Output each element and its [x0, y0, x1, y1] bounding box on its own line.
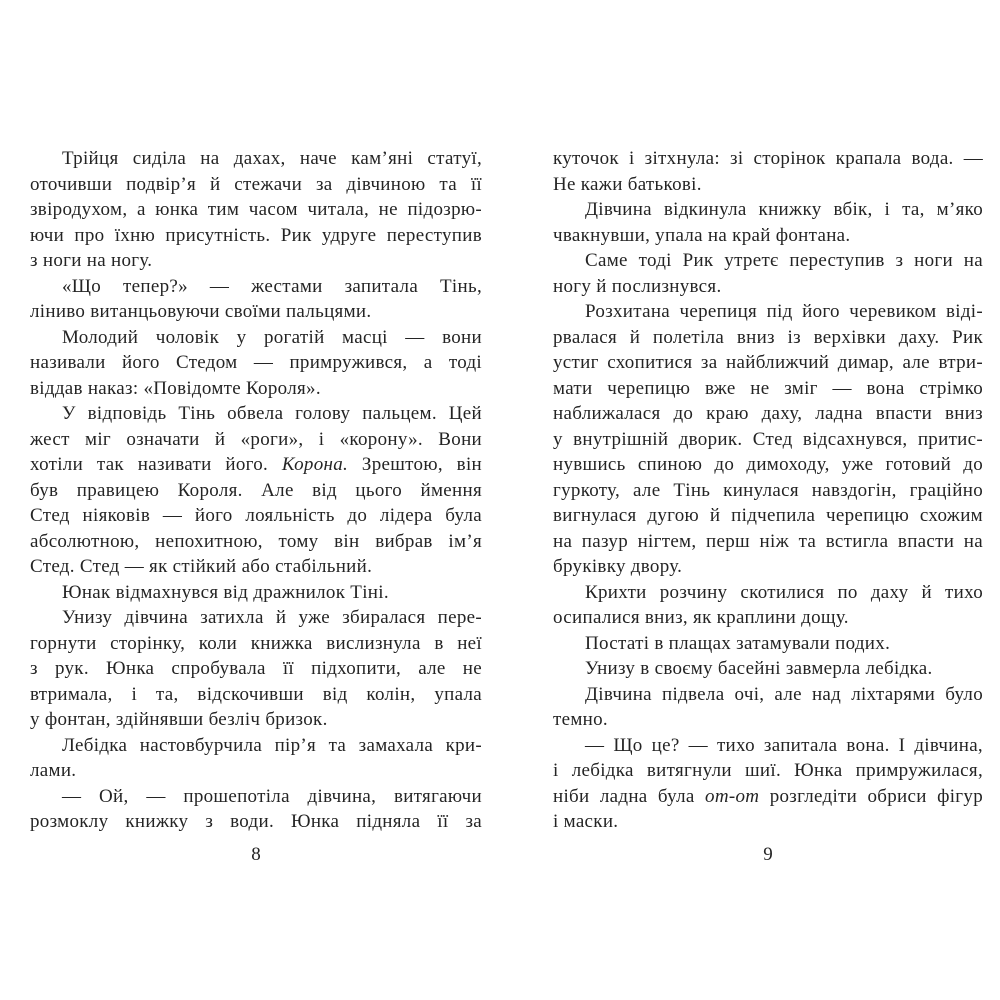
text-line	[30, 656, 482, 682]
text-segment: гуркоту, але Тінь кинулася навздогін, граційно	[553, 479, 983, 501]
text-segment: наближалася до краю даху, ладна впасти вниз	[553, 403, 983, 424]
text-line	[30, 197, 482, 223]
text-line	[30, 733, 482, 759]
text-line	[30, 682, 482, 708]
text-segment: втримала, і та, відскочивши від колін, упала	[30, 683, 482, 705]
text-segment: нувшись спиною до димоходу, уже готовий до	[553, 454, 983, 475]
text-segment: мати черепицю вже не зміг — вона стрімко	[553, 377, 983, 399]
text-segment: «Що тепер?» — жестами запитала Тінь,	[62, 275, 482, 297]
text-line	[553, 376, 983, 402]
text-line	[553, 248, 983, 274]
text-segment: — Що це? — тихо запитала вона. І дівчина,	[585, 734, 983, 756]
page-left-text-column	[30, 146, 482, 835]
text-line	[30, 554, 482, 580]
text-line	[553, 197, 983, 223]
text-segment: Розхитана черепиця під його черевиком віді-	[585, 301, 983, 322]
text-segment: розмоклу книжку з води. Юнка підняла її за	[30, 811, 482, 832]
text-line	[30, 325, 482, 351]
text-line	[553, 503, 983, 529]
text-segment: і маски.	[553, 811, 619, 832]
page-number-left: 8	[251, 844, 261, 865]
text-segment: у внутрішній дворик. Стед відсахнувся, притис-	[553, 428, 983, 450]
text-line	[553, 554, 983, 580]
text-segment: Зрештою, він	[348, 454, 482, 475]
text-segment: з ноги на ногу.	[30, 250, 153, 271]
text-line	[30, 580, 482, 606]
text-line	[30, 299, 482, 325]
text-segment: хотіли так називати його.	[30, 454, 282, 475]
text-segment: У відповідь Тінь обвела голову пальцем. Цей	[62, 403, 482, 424]
text-segment: устиг схопитися за найближчий димар, але втри-	[553, 352, 983, 373]
text-segment: — Ой, — прошепотіла дівчина, витягаючи	[62, 785, 482, 807]
text-line	[553, 325, 983, 351]
text-line	[30, 707, 482, 733]
text-line	[553, 758, 983, 784]
text-segment: темно.	[553, 709, 608, 730]
text-line	[30, 478, 482, 504]
text-segment: Не кажи батькові.	[553, 173, 702, 195]
text-segment: рвалася й полетіла вниз із верхівки даху. Рик	[553, 326, 983, 348]
text-segment: жест міг означати й «роги», і «корону». Вони	[30, 428, 482, 450]
text-line	[30, 172, 482, 198]
text-line	[30, 223, 482, 249]
text-line	[30, 452, 482, 478]
text-segment: розгледіти обриси фігур	[759, 785, 983, 807]
text-segment: Юнак відмахнувся від дражнилок Тіні.	[62, 581, 389, 603]
page-right-text-column	[553, 146, 983, 835]
text-segment: ногу й послизнувся.	[553, 275, 722, 297]
text-segment: Стед. Стед — як стійкий або стабільний.	[30, 556, 373, 577]
text-segment: на пазур нігтем, перш ніж та встигла впасти на	[553, 530, 983, 552]
text-line	[553, 784, 983, 810]
text-line	[553, 478, 983, 504]
text-line	[30, 784, 482, 810]
text-line	[553, 299, 983, 325]
text-line	[553, 733, 983, 759]
text-line	[553, 605, 983, 631]
text-line	[30, 427, 482, 453]
text-line	[30, 376, 482, 402]
text-segment: Дівчина підвела очі, але над ліхтарями було	[585, 683, 983, 705]
text-segment: називали його Стедом — примружився, а тоді	[30, 352, 482, 373]
text-segment: бруківку двору.	[553, 556, 683, 577]
page-number-right: 9	[763, 844, 773, 865]
text-line	[553, 580, 983, 606]
text-line	[553, 172, 983, 198]
text-line	[553, 427, 983, 453]
text-line	[553, 682, 983, 708]
text-segment: оточивши подвір’я й стежачи за дівчиною та її	[30, 173, 482, 195]
text-segment: ючи про їхню присутність. Рик удруге переступив	[30, 224, 482, 246]
text-segment: лами.	[30, 760, 77, 781]
text-line	[553, 452, 983, 478]
text-segment: Лебідка настовбурчила пір’я та замахала кри-	[62, 734, 482, 756]
text-line	[553, 707, 983, 733]
text-segment: звіродухом, а юнка тим часом читала, не підозрю-	[30, 199, 482, 220]
text-line	[30, 605, 482, 631]
text-segment: був правицею Короля. Але від цього ймення	[30, 479, 482, 501]
text-line	[553, 350, 983, 376]
text-line	[553, 401, 983, 427]
text-line	[30, 809, 482, 835]
text-line	[553, 223, 983, 249]
text-segment: абсолютною, непохитною, тому він вибрав ім’я	[30, 530, 482, 552]
italic-text-segment: Корона.	[281, 454, 349, 475]
text-segment: з рук. Юнка спробувала її підхопити, але не	[30, 658, 482, 679]
text-line	[553, 529, 983, 555]
text-segment: і лебідка витягнули шиї. Юнка примружилася,	[553, 760, 983, 781]
text-segment: віддав наказ: «Повідомте Короля».	[30, 377, 321, 399]
text-line	[30, 248, 482, 274]
text-segment: Дівчина відкинула книжку вбік, і та, м’яко	[585, 199, 983, 220]
text-line	[553, 656, 983, 682]
text-segment: ліниво витанцьовуючи своїми пальцями.	[30, 301, 372, 322]
text-line	[30, 503, 482, 529]
text-line	[30, 758, 482, 784]
text-line	[30, 401, 482, 427]
text-line	[553, 809, 983, 835]
text-segment: куточок і зітхнула: зі сторінок крапала вода. —	[553, 148, 983, 169]
text-segment: Трійця сиділа на дахах, наче кам’яні статуї,	[62, 148, 482, 169]
text-line	[30, 529, 482, 555]
text-line	[553, 146, 983, 172]
text-line	[30, 274, 482, 300]
text-segment: Постаті в плащах затамували подих.	[585, 632, 891, 654]
text-line	[30, 350, 482, 376]
text-segment: Молодий чоловік у рогатій масці — вони	[62, 326, 482, 348]
text-line	[553, 274, 983, 300]
text-segment: осипалися вниз, як краплини дощу.	[553, 607, 849, 628]
text-line	[30, 146, 482, 172]
text-line	[553, 631, 983, 657]
text-segment: Крихти розчину скотилися по даху й тихо	[585, 581, 983, 603]
text-segment: чвакнувши, упала на край фонтана.	[553, 224, 851, 246]
text-segment: у фонтан, здійнявши безліч бризок.	[30, 709, 328, 730]
text-segment: Саме тоді Рик утретє переступив з ноги на	[585, 250, 983, 271]
text-line	[30, 631, 482, 657]
text-segment: Унизу в своєму басейні завмерла лебідка.	[585, 658, 933, 679]
text-segment: горнути сторінку, коли книжка вислизнула в неї	[30, 632, 482, 654]
text-segment: Унизу дівчина затихла й уже збиралася пере-	[62, 607, 482, 628]
text-segment: ніби ладна була	[553, 785, 706, 807]
italic-text-segment: от-от	[705, 785, 760, 807]
text-segment: вигнулася дугою й підчепила черепицю схожим	[553, 505, 983, 526]
text-segment: Стед ніяковів — його лояльність до лідера була	[30, 505, 482, 526]
